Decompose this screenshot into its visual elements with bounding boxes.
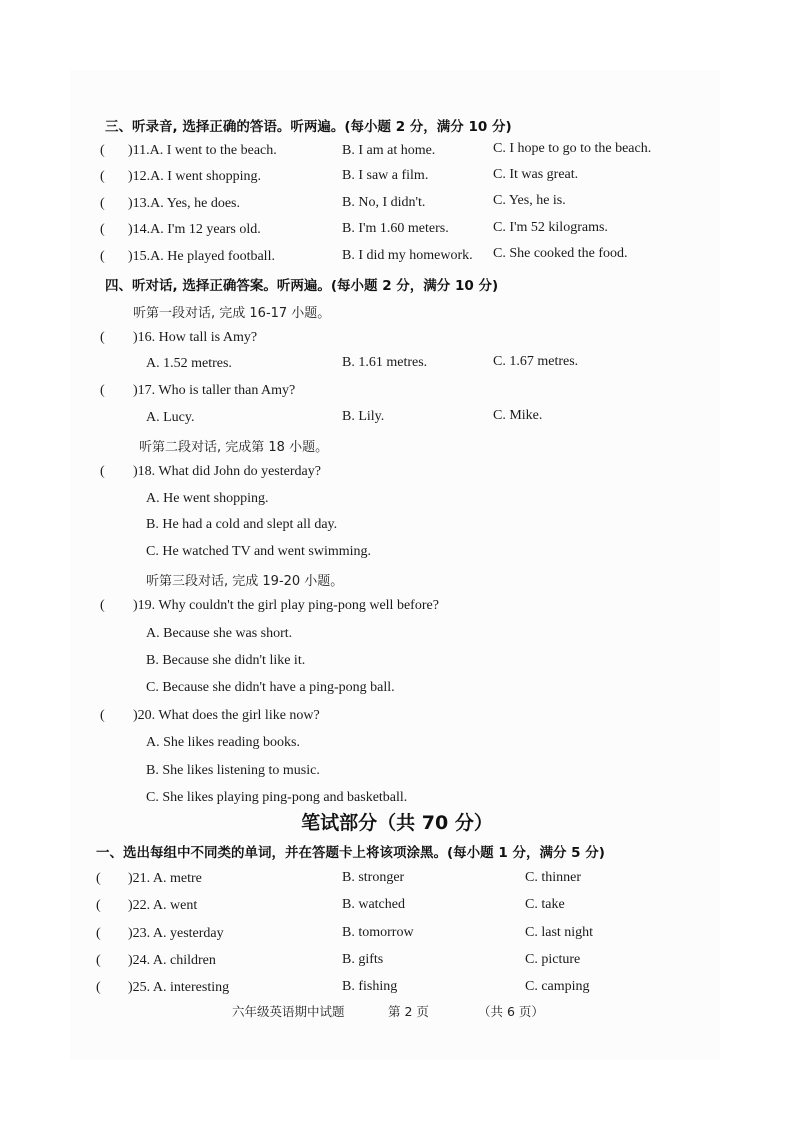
section-4-heading: 四、听对话, 选择正确答案。听两遍。(每小题 2 分，满分 10 分) [105,278,499,294]
option-b: B. I saw a film. [342,168,429,183]
written-section-1-heading: 一、选出每组中不同类的单词，并在答题卡上将该项涂黑。(每小题 1 分，满分 5 分) [96,845,605,861]
section-3-heading: 三、听录音, 选择正确的答语。听两遍。(每小题 2 分，满分 10 分) [105,119,512,135]
footer-total-pages: （共 6 页） [478,1004,544,1019]
option-b: B. 1.61 metres. [342,355,428,370]
answer-paren[interactable]: ( [100,330,105,345]
answer-paren[interactable]: ( [100,598,105,613]
option-c: C. She cooked the food. [493,246,628,261]
option-b: B. No, I didn't. [342,195,426,210]
answer-paren[interactable]: ( [100,222,105,237]
answer-paren[interactable]: ( [96,926,101,941]
answer-paren[interactable]: ( [100,169,105,184]
option-b: B. I am at home. [342,143,436,158]
question-stem: )25. A. interesting [128,980,230,995]
option-c: C. thinner [525,870,581,885]
option-c: C. Mike. [493,408,543,423]
option-c: C. I'm 52 kilograms. [493,220,608,235]
option-b: B. She likes listening to music. [146,763,320,778]
option-c: C. camping [525,979,590,994]
question-stem: )21. A. metre [128,871,202,886]
question-stem: )20. What does the girl like now? [133,708,320,723]
answer-paren[interactable]: ( [100,708,105,723]
answer-paren[interactable]: ( [96,980,101,995]
answer-paren[interactable]: ( [100,143,105,158]
option-c: C. She likes playing ping-pong and basketball. [146,790,408,805]
option-b: B. tomorrow [342,925,414,940]
option-b: B. I did my homework. [342,248,473,263]
answer-paren[interactable]: ( [96,871,101,886]
option-a: A. Lucy. [146,410,195,425]
footer-page-number: 第 2 页 [388,1004,429,1019]
dialogue-1-instruction: 听第一段对话, 完成 16-17 小题。 [133,306,331,321]
option-c: C. Yes, he is. [493,193,566,208]
answer-paren[interactable]: ( [100,383,105,398]
option-b: B. I'm 1.60 meters. [342,221,449,236]
written-part-title: 笔试部分（共 70 分） [301,812,493,834]
answer-paren[interactable]: ( [100,464,105,479]
option-a: A. 1.52 metres. [146,356,232,371]
answer-paren[interactable]: ( [96,898,101,913]
question-stem: )24. A. children [128,953,216,968]
question-stem: )15.A. He played football. [128,249,275,264]
question-stem: )22. A. went [128,898,198,913]
question-stem: )23. A. yesterday [128,926,224,941]
option-b: B. fishing [342,979,398,994]
option-b: B. watched [342,897,405,912]
option-c: C. It was great. [493,167,579,182]
question-stem: )16. How tall is Amy? [133,330,258,345]
question-stem: )19. Why couldn't the girl play ping-pong well before? [133,598,439,613]
option-c: C. He watched TV and went swimming. [146,544,372,559]
option-b: B. stronger [342,870,405,885]
question-stem: )12.A. I went shopping. [128,169,261,184]
option-a: A. She likes reading books. [146,735,300,750]
option-b: B. gifts [342,952,384,967]
question-stem: )18. What did John do yesterday? [133,464,321,479]
option-a: A. Because she was short. [146,626,293,641]
dialogue-3-instruction: 听第三段对话, 完成 19-20 小题。 [146,574,344,589]
option-c: C. take [525,897,565,912]
option-c: C. Because she didn't have a ping-pong ball. [146,680,395,695]
option-a: A. He went shopping. [146,491,269,506]
option-b: B. He had a cold and slept all day. [146,517,338,532]
option-c: C. picture [525,952,581,967]
answer-paren[interactable]: ( [96,953,101,968]
dialogue-2-instruction: 听第二段对话, 完成第 18 小题。 [139,440,329,455]
footer-exam-name: 六年级英语期中试题 [232,1004,345,1019]
question-stem: )14.A. I'm 12 years old. [128,222,261,237]
answer-paren[interactable]: ( [100,196,105,211]
question-stem: )13.A. Yes, he does. [128,196,240,211]
option-c: C. last night [525,925,594,940]
option-c: C. I hope to go to the beach. [493,141,652,156]
option-b: B. Because she didn't like it. [146,653,306,668]
question-stem: )17. Who is taller than Amy? [133,383,296,398]
question-stem: )11.A. I went to the beach. [128,143,277,158]
option-b: B. Lily. [342,409,385,424]
answer-paren[interactable]: ( [100,249,105,264]
option-c: C. 1.67 metres. [493,354,579,369]
